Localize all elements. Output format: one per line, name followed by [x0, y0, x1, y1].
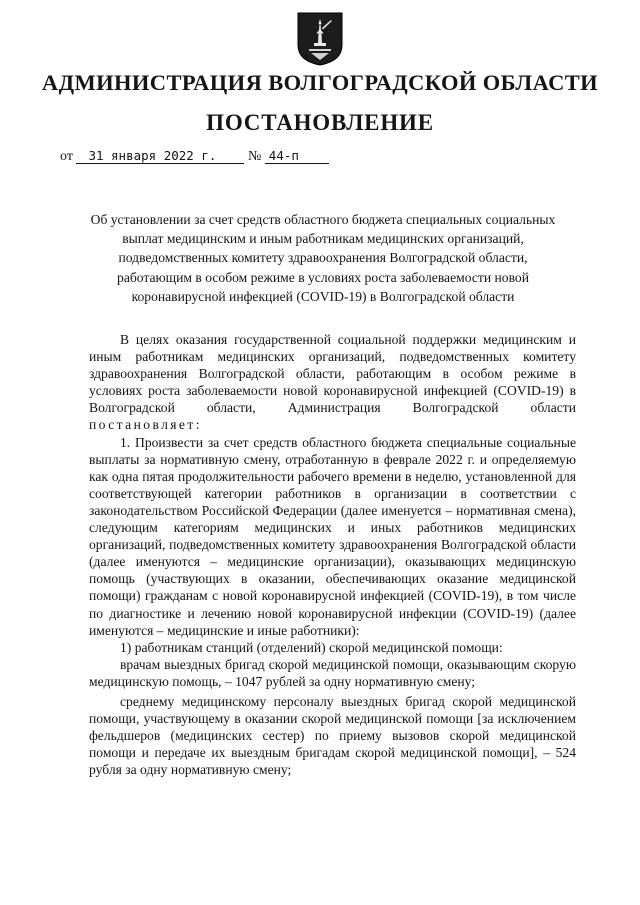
preamble-text: В целях оказания государственной социальной поддержки медицинским и иным работникам медицинских организаций, подведомственных комитету здравоохранения Волгоградской области, работающим в особом режиме в условиях роста заболеваемости новой коронавирусной инфекцией (COVID-19) в Волгоградской области, Администрация Волгоградской области	[89, 332, 576, 416]
document-date: 31 января 2022 г.	[76, 148, 244, 164]
item-1-paragraph: 1. Произвести за счет средств областного бюджета специальные социальные выплаты за нормативную смену, отработанную в феврале 2022 г. и определяемую как одна пятая продолжительности рабочего времени в неделю, установленной для соответствующей категории работников в организации в соответствии с законодательством Российской Федерации (далее именуется – нормативная смена), следующим категориям медицинских и иных работников медицинских организаций, подведомственных комитету здравоохранения Волгоградской области (далее именуются – медицинские организации), оказывающих медицинскую помощь (участвующих в оказании, обеспечивающих оказание медицинской помощи) гражданам с новой коронавирусной инфекцией (COVID-19), в том числе по диагностике и лечению новой коронавирусной инфекции (COVID-19) (далее именуются – медицинские и иные работники):	[89, 434, 576, 638]
document-type-title: ПОСТАНОВЛЕНИЕ	[206, 110, 434, 135]
mid-staff-paragraph: среднему медицинскому персоналу выездных бригад скорой медицинской помощи, участвующему в оказании скорой медицинской помощи [за исключением фельдшеров (медицинских сестер) по приему вызовов скорой медицинской помощи и передаче их выездным бригадам скорой медицинской помощи], – 524 рубля за одну нормативную смену;	[89, 693, 576, 778]
preamble-paragraph	[89, 331, 576, 434]
decree-word: постановляет:	[89, 417, 202, 433]
organization-title: АДМИНИСТРАЦИЯ ВОЛГОГРАДСКОЙ ОБЛАСТИ	[41, 70, 599, 95]
item-1-1-paragraph: 1) работникам станций (отделений) скорой медицинской помощи:	[120, 639, 503, 655]
document-number: 44-п	[265, 148, 329, 164]
doctors-paragraph: врачам выездных бригад скорой медицинской помощи, оказывающим скорую медицинскую помощь, – 1047 рублей за одну нормативную смену;	[89, 656, 576, 689]
date-number-line	[60, 148, 329, 165]
document-body	[89, 331, 576, 778]
date-prefix: от	[60, 149, 73, 164]
document-subject: Об установлении за счет средств областного бюджета специальных социальных выплат медицинским и иным работникам медицинских организаций, подведомственных комитету здравоохранения Волгоградской области, работающим в особом режиме в условиях роста заболеваемости новой коронавирусной инфекцией (COVID-19) в Волгоградской области	[90, 212, 556, 304]
number-sign: №	[247, 149, 262, 164]
coat-of-arms-icon	[297, 12, 343, 66]
